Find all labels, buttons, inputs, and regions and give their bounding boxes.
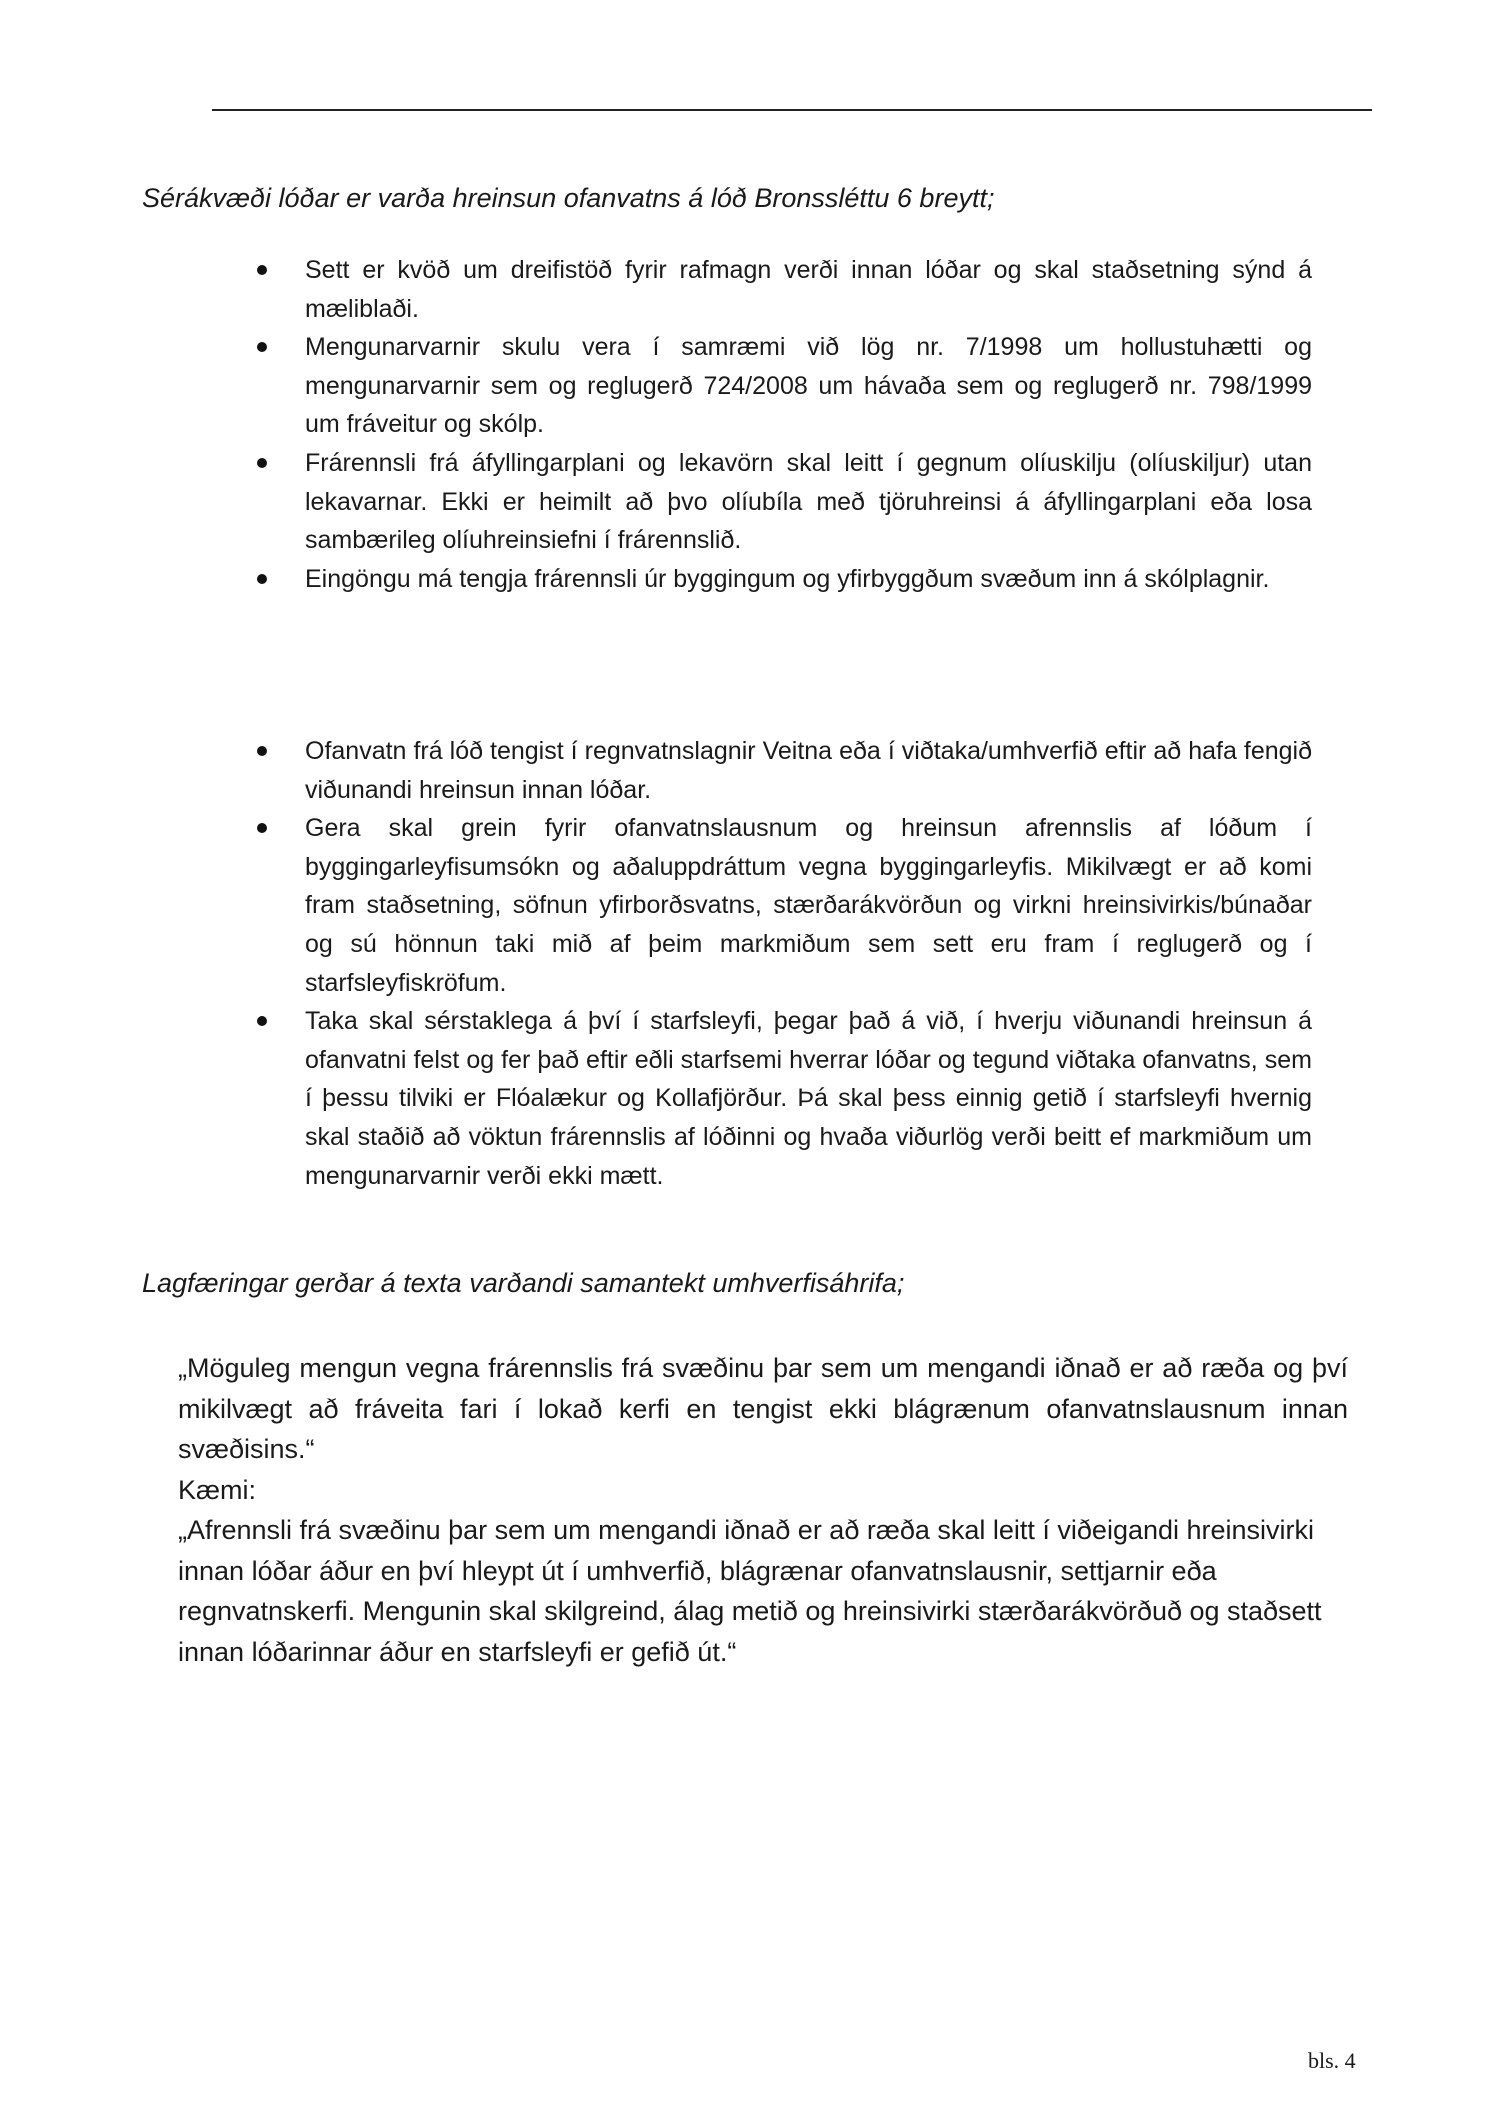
section-heading-text-corrections: Lagfæringar gerðar á texta varðandi samantekt umhverfisáhrifa; xyxy=(142,1268,905,1298)
replacement-quote-line1: „Afrennsli frá svæðinu þar sem um mengandi iðnað er að ræða skal leitt í viðeigandi hreinsivirki xyxy=(178,1515,1315,1545)
bullet-icon xyxy=(257,574,267,584)
replacement-quote-line2: innan lóðar áður en því hleypt út í umhverfið, blágrænar ofanvatnslausnir, settjarnir eða regnvatnskerfi. Mengunin skal skilgreind, álag metið og hreinsivirki stærðarákvörðuð og staðsett innan lóðarinnar áður en starfsleyfi er gefið út.“ xyxy=(178,1555,1322,1667)
list-item xyxy=(250,809,1312,1002)
list-item-text: Eingöngu má tengja frárennsli úr byggingum og yfirbyggðum svæðum inn á skólplagnir. xyxy=(305,564,1270,593)
bullet-list-stormwater xyxy=(250,732,1312,1195)
list-item xyxy=(250,732,1312,809)
header-rule xyxy=(212,109,1372,111)
replacement-label: Kæmi: xyxy=(178,1474,257,1505)
bullet-icon xyxy=(257,265,267,275)
page-number: bls. 4 xyxy=(1308,2048,1356,2073)
list-item-text: Mengunarvarnir skulu vera í samræmi við lög nr. 7/1998 um hollustuhætti og mengunarvarnir sem og reglugerð 724/2008 um hávaða sem og reglugerð nr. 798/1999 um fráveitur og skólp. xyxy=(305,333,1312,439)
list-item xyxy=(250,444,1312,560)
bullet-icon xyxy=(257,823,267,833)
quote-block xyxy=(178,1348,1348,1672)
list-item xyxy=(250,560,1312,599)
bullet-icon xyxy=(257,1016,267,1026)
bullet-icon xyxy=(257,746,267,756)
original-quote: „Möguleg mengun vegna frárennslis frá svæðinu þar sem um mengandi iðnað er að ræða og því mikilvægt að fráveita fari í lokað kerfi en tengist ekki blágrænum ofanvatnslausnum innan svæðisins.“ xyxy=(178,1353,1348,1464)
list-item-text: Frárennsli frá áfyllingarplani og lekavörn skal leitt í gegnum olíuskilju (olíuskiljur) utan lekavarnar. Ekki er heimilt að þvo olíubíla með tjöruhreinsi á áfyllingarplani eða losa sambærileg olíuhreinsiefni í frárennslið. xyxy=(305,448,1312,555)
list-item xyxy=(250,1002,1312,1195)
list-item-text: Sett er kvöð um dreifistöð fyrir rafmagn verði innan lóðar og skal staðsetning sýnd á mæliblaði. xyxy=(305,256,1312,323)
bullet-icon xyxy=(257,458,267,468)
section-heading-lot-provisions: Sérákvæði lóðar er varða hreinsun ofanvatns á lóð Bronssléttu 6 breytt; xyxy=(142,183,995,213)
bullet-list-provisions xyxy=(250,251,1312,598)
list-item-text: Ofanvatn frá lóð tengist í regnvatnslagnir Veitna eða í viðtaka/umhverfið eftir að hafa fengið viðunandi hreinsun innan lóðar. xyxy=(305,737,1312,804)
list-item xyxy=(250,251,1312,328)
bullet-icon xyxy=(257,342,267,352)
list-item xyxy=(250,328,1312,444)
list-item-text: Gera skal grein fyrir ofanvatnslausnum og hreinsun afrennslis af lóðum í byggingarleyfisumsókn og aðaluppdráttum vegna byggingarleyfis. Mikilvægt er að komi fram staðsetning, söfnun yfirborðsvatns, stærðarákvörðun og virkni hreinsivirkis/búnaðar og sú hönnun taki mið af þeim markmiðum sem sett eru fram í reglugerð og í starfsleyfiskröfum. xyxy=(305,814,1312,997)
list-item-text: Taka skal sérstaklega á því í starfsleyfi, þegar það á við, í hverju viðunandi hreinsun á ofanvatni felst og fer það eftir eðli starfsemi hverrar lóðar og tegund viðtaka ofanvatns, sem í þessu tilviki er Flóalækur og Kollafjörður. Þá skal þess einnig getið í starfsleyfi hvernig skal staðið að vöktun frárennslis af lóðinni og hvaða viðurlög verði beitt ef markmiðum um mengunarvarnir verði ekki mætt. xyxy=(305,1007,1312,1190)
